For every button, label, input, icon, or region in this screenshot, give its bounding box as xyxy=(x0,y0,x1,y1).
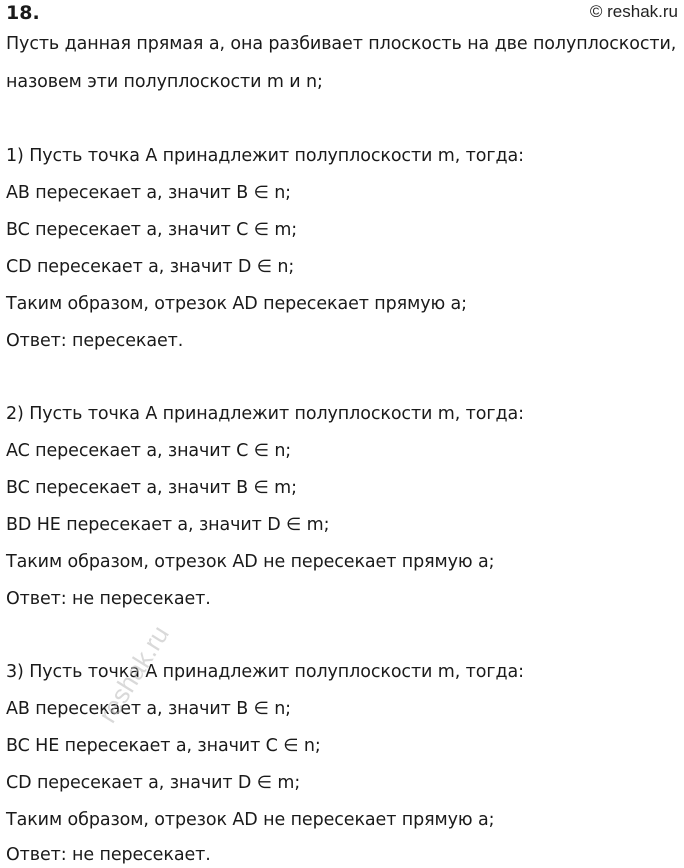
text-line: 3) Пусть точка A принадлежит полуплоскости m, тогда: xyxy=(6,662,524,682)
text-line: BC пересекает a, значит C ∈ m; xyxy=(6,220,298,240)
text-line: BD НЕ пересекает a, значит D ∈ m; xyxy=(6,515,330,535)
text-line: Ответ: не пересекает. xyxy=(6,589,211,609)
text-line: BC НЕ пересекает a, значит C ∈ n; xyxy=(6,736,321,756)
text-line: Таким образом, отрезок AD не пересекает прямую a; xyxy=(6,552,495,572)
header xyxy=(0,0,684,28)
text-line: Ответ: не пересекает. xyxy=(6,845,211,865)
text-line: назовем эти полуплоскости m и n; xyxy=(6,72,323,92)
text-line: BC пересекает a, значит B ∈ m; xyxy=(6,478,297,498)
text-line: AB пересекает a, значит B ∈ n; xyxy=(6,699,291,719)
problem-number: 18. xyxy=(6,2,40,24)
text-line: AC пересекает a, значит C ∈ n; xyxy=(6,441,292,461)
text-line: Пусть данная прямая a, она разбивает плоскость на две полуплоскости, xyxy=(6,34,677,54)
watermark: reshak.ru xyxy=(92,620,175,728)
text-line: Таким образом, отрезок AD не пересекает прямую a; xyxy=(6,810,495,830)
text-line: 1) Пусть точка A принадлежит полуплоскости m, тогда: xyxy=(6,146,524,166)
text-line: CD пересекает a, значит D ∈ m; xyxy=(6,773,301,793)
text-line: 2) Пусть точка A принадлежит полуплоскости m, тогда: xyxy=(6,404,524,424)
text-line: CD пересекает a, значит D ∈ n; xyxy=(6,257,295,277)
text-line: AB пересекает a, значит B ∈ n; xyxy=(6,183,291,203)
text-line: Ответ: пересекает. xyxy=(6,331,184,351)
text-line: Таким образом, отрезок AD пересекает прямую a; xyxy=(6,294,467,314)
site-credit: © reshak.ru xyxy=(589,2,678,21)
